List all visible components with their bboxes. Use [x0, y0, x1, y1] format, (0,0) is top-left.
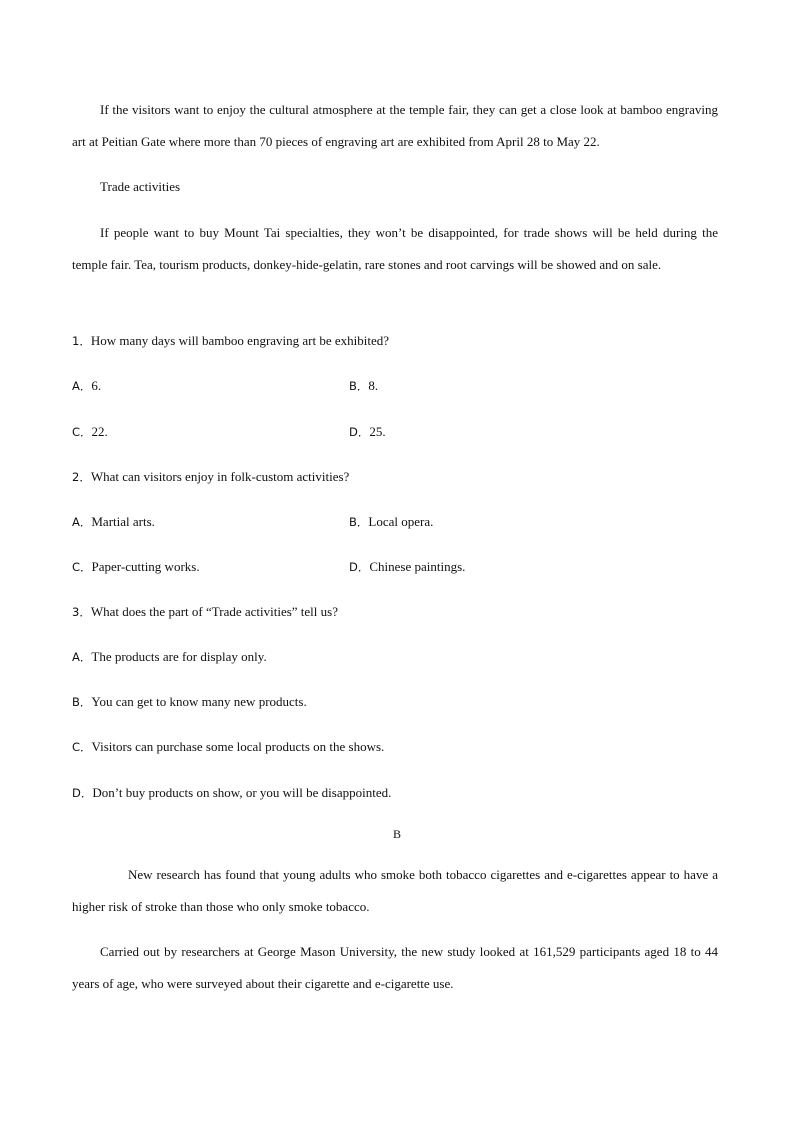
q1-option-a[interactable]	[72, 377, 101, 395]
q3-option-c-text: Visitors can purchase some local products on the shows.	[91, 739, 385, 754]
q1-option-d-letter: D．	[349, 425, 370, 439]
q3-option-c-letter: C．	[72, 740, 92, 754]
q2-option-a[interactable]	[72, 513, 155, 531]
paragraph-b-2: Carried out by researchers at George Mason University, the new study looked at 161,529 participants aged 18 to 44 years of age, who were surveyed about their cigarette and e-cigarette use.	[72, 944, 718, 991]
q3-option-d[interactable]	[72, 784, 391, 802]
q1-option-c-letter: C．	[72, 425, 92, 439]
q2-option-d[interactable]	[349, 558, 465, 576]
q2-option-c[interactable]	[72, 558, 200, 576]
q3-option-d-text: Don’t buy products on show, or you will be disappointed.	[92, 785, 392, 800]
question-1-text: How many days will bamboo engraving art be exhibited?	[90, 333, 390, 348]
q1-option-c[interactable]	[72, 423, 108, 441]
q3-option-b-text: You can get to know many new products.	[91, 694, 307, 709]
question-1	[72, 332, 389, 350]
q2-option-c-letter: C．	[72, 560, 92, 574]
q3-option-d-letter: D．	[72, 786, 93, 800]
q1-option-b-letter: B．	[349, 379, 369, 393]
q2-option-b-letter: B．	[349, 515, 369, 529]
question-3-number: 3．	[72, 605, 91, 619]
q1-option-b[interactable]	[349, 377, 378, 395]
q1-option-a-letter: A．	[72, 379, 92, 393]
q2-option-d-text: Chinese paintings.	[369, 559, 466, 574]
q2-option-a-letter: A．	[72, 515, 92, 529]
q2-option-c-text: Paper-cutting works.	[91, 559, 200, 574]
q1-option-d[interactable]	[349, 423, 386, 441]
q1-option-b-text: 8.	[368, 378, 379, 393]
q1-option-c-text: 22.	[91, 424, 108, 439]
paragraph-temple-fair-culture: If the visitors want to enjoy the cultural atmosphere at the temple fair, they can get a close look at bamboo engraving art at Peitian Gate where more than 70 pieces of engraving art are exhibited from April 28 to May 22.	[72, 102, 718, 149]
question-1-number: 1．	[72, 334, 91, 348]
q2-option-d-letter: D．	[349, 560, 370, 574]
q3-option-a[interactable]	[72, 648, 267, 666]
q2-option-b-text: Local opera.	[368, 514, 434, 529]
q3-option-b-letter: B．	[72, 695, 92, 709]
q1-option-a-text: 6.	[91, 378, 102, 393]
q3-option-a-letter: A．	[72, 650, 92, 664]
question-3	[72, 603, 338, 621]
q3-option-b[interactable]	[72, 693, 307, 711]
question-2	[72, 468, 349, 486]
section-b-heading: B	[392, 827, 401, 841]
paragraph-b-1: New research has found that young adults who smoke both tobacco cigarettes and e-cigarettes appear to have a higher risk of stroke than those who only smoke tobacco.	[72, 867, 718, 914]
question-2-text: What can visitors enjoy in folk-custom activities?	[90, 469, 350, 484]
q3-option-a-text: The products are for display only.	[91, 649, 267, 664]
question-2-number: 2．	[72, 470, 91, 484]
question-3-text: What does the part of “Trade activities” tell us?	[90, 604, 338, 619]
q2-option-a-text: Martial arts.	[91, 514, 155, 529]
paragraph-trade-activities: If people want to buy Mount Tai specialties, they won’t be disappointed, for trade shows will be held during the temple fair. Tea, tourism products, donkey-hide-gelatin, rare stones and root carvings will be showed and on sale.	[72, 225, 718, 272]
q3-option-c[interactable]	[72, 738, 384, 756]
trade-activities-heading: Trade activities	[100, 179, 181, 194]
q2-option-b[interactable]	[349, 513, 433, 531]
q1-option-d-text: 25.	[369, 424, 386, 439]
